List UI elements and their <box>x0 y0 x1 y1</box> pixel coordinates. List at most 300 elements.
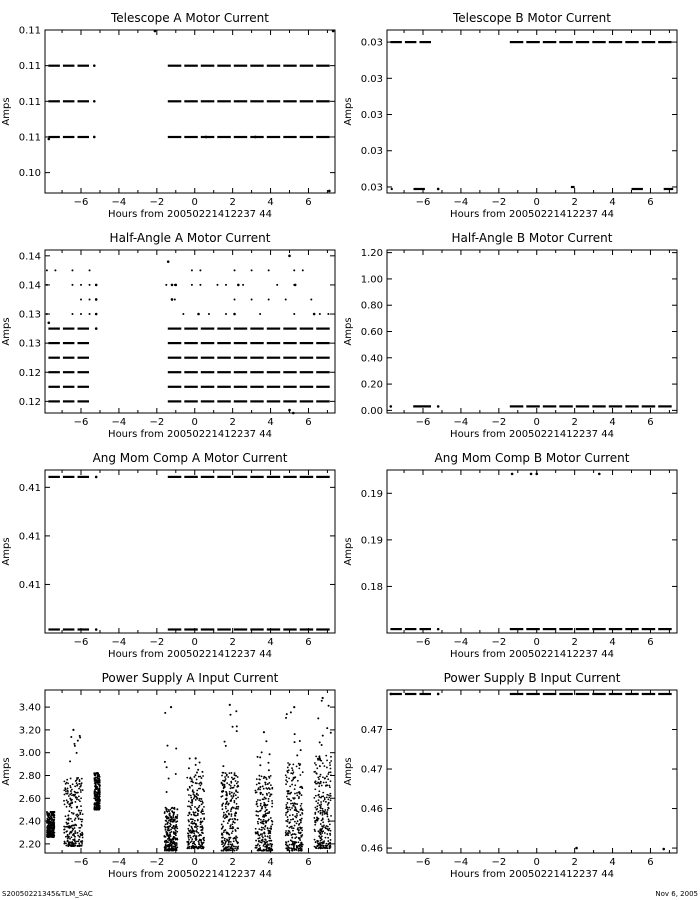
data-point <box>320 813 322 815</box>
data-point <box>232 778 234 780</box>
data-point <box>65 842 67 844</box>
data-point <box>177 814 179 816</box>
data-point <box>203 790 205 792</box>
data-point <box>164 836 166 838</box>
data-point <box>265 798 267 800</box>
data-point <box>98 800 100 802</box>
data-point <box>301 843 303 845</box>
data-point <box>296 754 298 756</box>
data-point <box>196 828 198 830</box>
data-point <box>294 815 296 817</box>
data-point <box>74 838 76 840</box>
y-tick-label: 0.03 <box>360 73 383 85</box>
data-point <box>300 849 302 851</box>
y-tick-label: 0.19 <box>360 535 383 547</box>
y-tick-label: 0.41 <box>18 579 41 591</box>
x-tick-label: −6 <box>415 857 431 868</box>
data-point <box>276 284 278 286</box>
data-point <box>65 783 67 785</box>
data-point <box>235 812 237 814</box>
data-point <box>260 833 262 835</box>
data-point <box>96 806 98 808</box>
data-point <box>324 797 326 799</box>
data-point <box>315 800 317 802</box>
data-point <box>82 813 84 815</box>
data-point <box>270 848 272 850</box>
data-point <box>237 842 239 844</box>
data-point <box>65 836 67 838</box>
data-point <box>47 138 50 141</box>
y-tick-label: 2.60 <box>18 793 41 805</box>
data-point <box>234 269 236 271</box>
data-point <box>187 814 189 816</box>
y-tick-label: 0.11 <box>18 25 41 37</box>
data-point <box>72 794 74 796</box>
data-point <box>190 795 192 797</box>
data-point <box>227 844 229 846</box>
data-point <box>169 818 171 820</box>
data-point <box>329 845 331 847</box>
data-point <box>71 820 73 822</box>
data-point <box>262 794 264 796</box>
data-point <box>94 774 96 776</box>
data-point <box>261 751 263 753</box>
data-point <box>314 820 316 822</box>
data-point <box>259 764 261 766</box>
data-point <box>53 834 55 836</box>
data-point <box>314 781 316 783</box>
data-point <box>229 772 231 774</box>
data-point <box>53 832 55 834</box>
data-point <box>94 789 96 791</box>
data-point <box>187 841 189 843</box>
data-point <box>168 827 170 829</box>
data-point <box>321 810 323 812</box>
panel-3 <box>1 231 335 440</box>
data-point <box>195 774 197 776</box>
data-point <box>295 834 297 836</box>
data-point <box>75 814 77 816</box>
data-point <box>222 808 224 810</box>
data-point <box>328 807 330 809</box>
data-point <box>330 839 332 841</box>
data-point <box>168 777 170 779</box>
data-point <box>294 802 296 804</box>
x-axis-label: Hours from 20050221412237 44 <box>450 869 614 880</box>
data-point <box>225 808 227 810</box>
data-point <box>317 840 319 842</box>
data-point <box>229 849 231 851</box>
data-point <box>50 821 52 823</box>
data-point <box>170 842 172 844</box>
data-point <box>236 730 238 732</box>
data-point <box>295 849 297 851</box>
y-tick-label: 3.00 <box>18 748 41 760</box>
data-point <box>195 757 197 759</box>
data-point <box>291 807 293 809</box>
data-point <box>231 792 233 794</box>
data-point <box>47 834 49 836</box>
data-point <box>220 796 222 798</box>
data-point <box>237 284 240 287</box>
data-point <box>320 834 322 836</box>
data-point <box>187 828 189 830</box>
data-point <box>228 819 230 821</box>
data-point <box>301 812 303 814</box>
data-point <box>196 808 198 810</box>
data-point <box>67 844 69 846</box>
data-point <box>328 771 330 773</box>
data-point <box>191 804 193 806</box>
data-point <box>299 786 301 788</box>
data-point <box>201 800 203 802</box>
data-point <box>291 767 293 769</box>
data-point <box>93 136 96 139</box>
data-point <box>264 803 266 805</box>
data-point <box>47 816 49 818</box>
panel-4 <box>343 231 677 440</box>
data-point <box>293 798 295 800</box>
data-point <box>171 831 173 833</box>
data-point <box>323 824 325 826</box>
data-point <box>224 838 226 840</box>
data-point <box>64 794 66 796</box>
data-point <box>267 788 269 790</box>
data-point <box>221 828 223 830</box>
data-point <box>194 796 196 798</box>
data-point <box>82 789 84 791</box>
data-point <box>288 764 290 766</box>
data-point <box>188 794 190 796</box>
data-point <box>317 802 319 804</box>
data-point <box>298 850 300 852</box>
y-tick-label: 0.46 <box>360 804 383 816</box>
data-point <box>322 735 324 737</box>
data-point <box>174 298 176 300</box>
data-point <box>298 811 300 813</box>
data-points <box>47 30 334 193</box>
y-tick-label: 0.00 <box>360 405 383 417</box>
data-point <box>230 848 232 850</box>
data-point <box>263 802 265 804</box>
data-point <box>330 756 332 758</box>
data-point <box>95 313 98 316</box>
panel-1 <box>1 11 335 220</box>
data-point <box>265 784 267 786</box>
x-tick-label: −2 <box>491 417 507 428</box>
y-axis-label: Amps <box>343 97 354 126</box>
data-point <box>255 840 257 842</box>
data-point <box>318 796 320 798</box>
data-point <box>330 799 332 801</box>
data-point <box>51 817 53 819</box>
data-point <box>296 815 298 817</box>
data-point <box>99 792 101 794</box>
panel-2 <box>343 11 677 220</box>
data-point <box>232 796 234 798</box>
data-point <box>267 804 269 806</box>
y-axis-label: Amps <box>343 757 354 786</box>
plot-frame <box>387 690 677 853</box>
data-point <box>271 788 273 790</box>
data-point <box>300 805 302 807</box>
data-point <box>293 269 295 271</box>
data-point <box>94 785 96 787</box>
data-point <box>173 827 175 829</box>
data-point <box>257 850 259 852</box>
data-point <box>198 799 200 801</box>
data-point <box>261 826 263 828</box>
data-point <box>321 820 323 822</box>
data-point <box>70 778 72 780</box>
data-point <box>66 830 68 832</box>
data-point <box>76 752 78 754</box>
data-point <box>221 834 223 836</box>
data-point <box>319 313 321 315</box>
data-point <box>322 762 324 764</box>
data-point <box>71 789 73 791</box>
data-point <box>316 817 318 819</box>
data-point <box>80 313 82 315</box>
data-point <box>327 809 329 811</box>
x-axis-label: Hours from 20050221412237 44 <box>450 429 614 440</box>
data-point <box>326 846 328 848</box>
data-point <box>177 808 179 810</box>
data-point <box>264 828 266 830</box>
data-point <box>314 762 316 764</box>
data-point <box>328 820 330 822</box>
data-point <box>192 811 194 813</box>
y-tick-label: 0.11 <box>18 132 41 144</box>
data-point <box>296 795 298 797</box>
data-point <box>267 762 269 764</box>
data-point <box>298 824 300 826</box>
data-point <box>294 776 296 778</box>
data-point <box>198 788 200 790</box>
data-point <box>96 794 98 796</box>
data-point <box>171 849 173 851</box>
data-point <box>227 848 229 850</box>
data-point <box>80 805 82 807</box>
x-tick-label: 2 <box>229 637 236 648</box>
data-point <box>234 818 236 820</box>
x-tick-label: 0 <box>191 197 198 208</box>
data-point <box>299 764 301 766</box>
data-point <box>530 473 533 476</box>
data-point <box>302 269 304 271</box>
data-point <box>200 847 202 849</box>
data-point <box>315 764 317 766</box>
data-point <box>199 776 201 778</box>
data-point <box>290 819 292 821</box>
data-point <box>289 832 291 834</box>
x-tick-label: −4 <box>111 637 127 648</box>
data-point <box>228 834 230 836</box>
data-point <box>191 828 193 830</box>
y-tick-label: 0.46 <box>360 843 383 855</box>
data-point <box>72 824 74 826</box>
data-point <box>251 298 253 300</box>
x-tick-label: 6 <box>305 417 312 428</box>
data-point <box>174 284 177 287</box>
data-point <box>80 818 82 820</box>
data-point <box>63 843 65 845</box>
y-tick-label: 0.20 <box>360 379 383 391</box>
data-point <box>296 822 298 824</box>
data-point <box>326 767 328 769</box>
data-point <box>189 758 191 760</box>
data-point <box>96 772 98 774</box>
data-point <box>191 821 193 823</box>
data-point <box>46 313 48 315</box>
data-point <box>70 802 72 804</box>
data-point <box>265 782 267 784</box>
data-point <box>78 814 80 816</box>
data-point <box>190 847 192 849</box>
data-point <box>194 844 196 846</box>
data-point <box>229 704 231 706</box>
data-point <box>235 794 237 796</box>
chart-title: Power Supply B Input Current <box>443 671 621 685</box>
data-point <box>96 799 98 801</box>
data-point <box>72 839 74 841</box>
data-point <box>262 837 264 839</box>
data-point <box>235 808 237 810</box>
data-point <box>259 313 261 315</box>
data-point <box>89 284 91 286</box>
data-point <box>229 793 231 795</box>
data-point <box>225 806 227 808</box>
data-point <box>271 802 273 804</box>
data-point <box>51 813 53 815</box>
data-point <box>167 821 169 823</box>
data-point <box>301 846 303 848</box>
data-point <box>169 823 171 825</box>
data-point <box>231 807 233 809</box>
plot-frame <box>45 470 335 633</box>
data-point <box>257 805 259 807</box>
data-point <box>95 787 97 789</box>
data-point <box>164 761 166 763</box>
data-point <box>264 814 266 816</box>
data-point <box>289 793 291 795</box>
data-point <box>72 842 74 844</box>
data-point <box>255 847 257 849</box>
data-point <box>69 838 71 840</box>
chart-title: Telescope B Motor Current <box>452 11 612 25</box>
x-tick-label: −4 <box>453 417 469 428</box>
data-point <box>75 842 77 844</box>
data-point <box>80 797 82 799</box>
data-point <box>49 814 51 816</box>
data-point <box>173 836 175 838</box>
data-point <box>234 298 236 300</box>
chart-title: Ang Mom Comp A Motor Current <box>92 451 288 465</box>
data-point <box>259 835 261 837</box>
data-point <box>78 799 80 801</box>
data-point <box>286 825 288 827</box>
data-point <box>68 836 70 838</box>
data-point <box>167 841 169 843</box>
data-point <box>270 825 272 827</box>
data-point <box>165 820 167 822</box>
data-point <box>226 793 228 795</box>
data-point <box>225 745 227 747</box>
data-point <box>257 843 259 845</box>
data-point <box>235 780 237 782</box>
data-point <box>70 792 72 794</box>
data-point <box>322 826 324 828</box>
footer-date: Nov 6, 2005 <box>655 890 698 898</box>
data-point <box>230 810 232 812</box>
data-point <box>319 755 321 757</box>
data-point <box>299 809 301 811</box>
data-point <box>198 806 200 808</box>
data-point <box>288 798 290 800</box>
data-point <box>68 795 70 797</box>
data-point <box>186 777 188 779</box>
data-point <box>320 774 322 776</box>
data-point <box>288 409 291 412</box>
data-point <box>74 785 76 787</box>
data-point <box>316 805 318 807</box>
data-point <box>263 849 265 851</box>
data-point <box>226 833 228 835</box>
data-point <box>75 801 77 803</box>
y-tick-label: 2.20 <box>18 839 41 851</box>
x-tick-label: −6 <box>73 857 89 868</box>
data-point <box>78 810 80 812</box>
data-point <box>236 849 238 851</box>
data-point <box>314 829 316 831</box>
data-point <box>271 846 273 848</box>
data-point <box>190 837 192 839</box>
data-point <box>79 779 81 781</box>
data-point <box>166 810 168 812</box>
y-tick-label: 0.13 <box>18 309 41 321</box>
x-tick-label: 4 <box>609 417 616 428</box>
data-point <box>320 848 322 850</box>
data-point <box>64 804 66 806</box>
data-point <box>79 786 81 788</box>
data-point <box>289 786 291 788</box>
data-point <box>76 792 78 794</box>
data-point <box>53 823 55 825</box>
data-point <box>68 841 70 843</box>
data-point <box>67 823 69 825</box>
data-point <box>194 806 196 808</box>
data-point <box>289 807 291 809</box>
data-point <box>389 693 392 696</box>
data-point <box>289 830 291 832</box>
data-point <box>173 831 175 833</box>
data-point <box>224 776 226 778</box>
data-point <box>165 807 167 809</box>
data-point <box>172 827 174 829</box>
data-point <box>67 793 69 795</box>
data-point <box>264 811 266 813</box>
data-point <box>287 809 289 811</box>
data-point <box>269 795 271 797</box>
x-tick-label: −6 <box>73 197 89 208</box>
data-point <box>223 831 225 833</box>
panel-6 <box>343 451 677 660</box>
y-tick-label: 0.41 <box>18 482 41 494</box>
x-axis-label: Hours from 20050221412237 44 <box>108 209 272 220</box>
data-point <box>198 783 200 785</box>
data-point <box>166 850 168 852</box>
data-point <box>231 823 233 825</box>
